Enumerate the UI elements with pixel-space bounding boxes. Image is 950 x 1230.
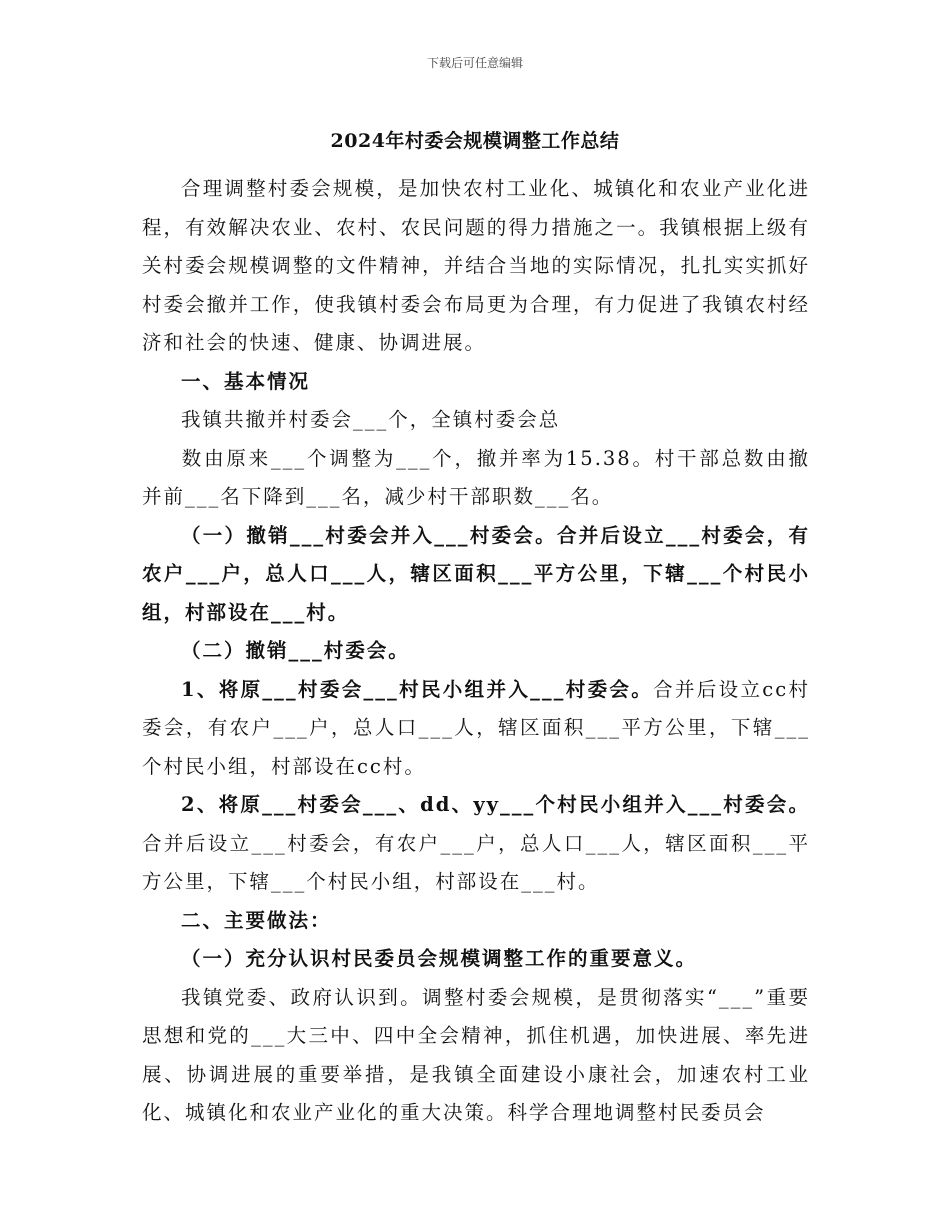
item-2-text: 合并后设立___村委会，有农户___户，总人口___人，辖区面积___平方公里，下辖___个村民小组，村部设在___村。 — [142, 831, 810, 893]
basic-situation-line-1: 我镇共撤并村委会___个，全镇村委会总 — [181, 408, 561, 431]
item-1-lead: 1、将原___村委会___村民小组并入___村委会。 — [181, 677, 654, 701]
practice-subsection-1: （一）充分认识村民委员会规模调整工作的重要意义。 — [181, 947, 698, 970]
item-1 — [142, 671, 810, 787]
header-note: 下载后可任意编辑 — [426, 56, 523, 70]
section-heading-basic-situation: 一、基本情况 — [181, 369, 311, 393]
document-title: 2024年村委会规模调整工作总结 — [330, 130, 620, 152]
item-2-lead: 2、将原___村委会___、dd、yy___个村民小组并入___村委会。 — [181, 793, 810, 816]
item-2 — [142, 786, 810, 902]
basic-situation-line-2: 数由原来___个调整为___个，撤并率为15.38。村干部总数由撤并前___名下降到___名，减少村干部职数___名。 — [142, 446, 810, 508]
item-1-text: 合并后设立cc村委会，有农户___户，总人口___人，辖区面积___平方公里，下辖___个村民小组，村部设在cc村。 — [142, 677, 810, 778]
intro-paragraph: 合理调整村委会规模，是加快农村工业化、城镇化和农业产业化进程，有效解决农业、农村、农民问题的得力措施之一。我镇根据上级有关村委会规模调整的文件精神，并结合当地的实际情况，扎扎实实抓好村委会撤并工作，使我镇村委会布局更为合理，有力促进了我镇农村经济和社会的快速、健康、协调进展。 — [142, 177, 810, 354]
subsection-2: （二）撤销___村委会。 — [181, 639, 410, 662]
subsection-1: （一）撤销___村委会并入___村委会。合并后设立___村委会，有农户___户，总人口___人，辖区面积___平方公里，下辖___个村民小组，村部设在___村。 — [142, 523, 810, 624]
practice-paragraph: 我镇党委、政府认识到。调整村委会规模，是贯彻落实“___”重要思想和党的___大三中、四中全会精神，抓住机遇，加快进展、率先进展、协调进展的重要举措，是我镇全面建设小康社会，加速农村工业化、城镇化和农业产业化的重大决策。科学合理地调整村民委员会 — [142, 985, 810, 1124]
document-body — [142, 170, 810, 1133]
section-heading-main-practices: 二、主要做法： — [181, 908, 332, 932]
